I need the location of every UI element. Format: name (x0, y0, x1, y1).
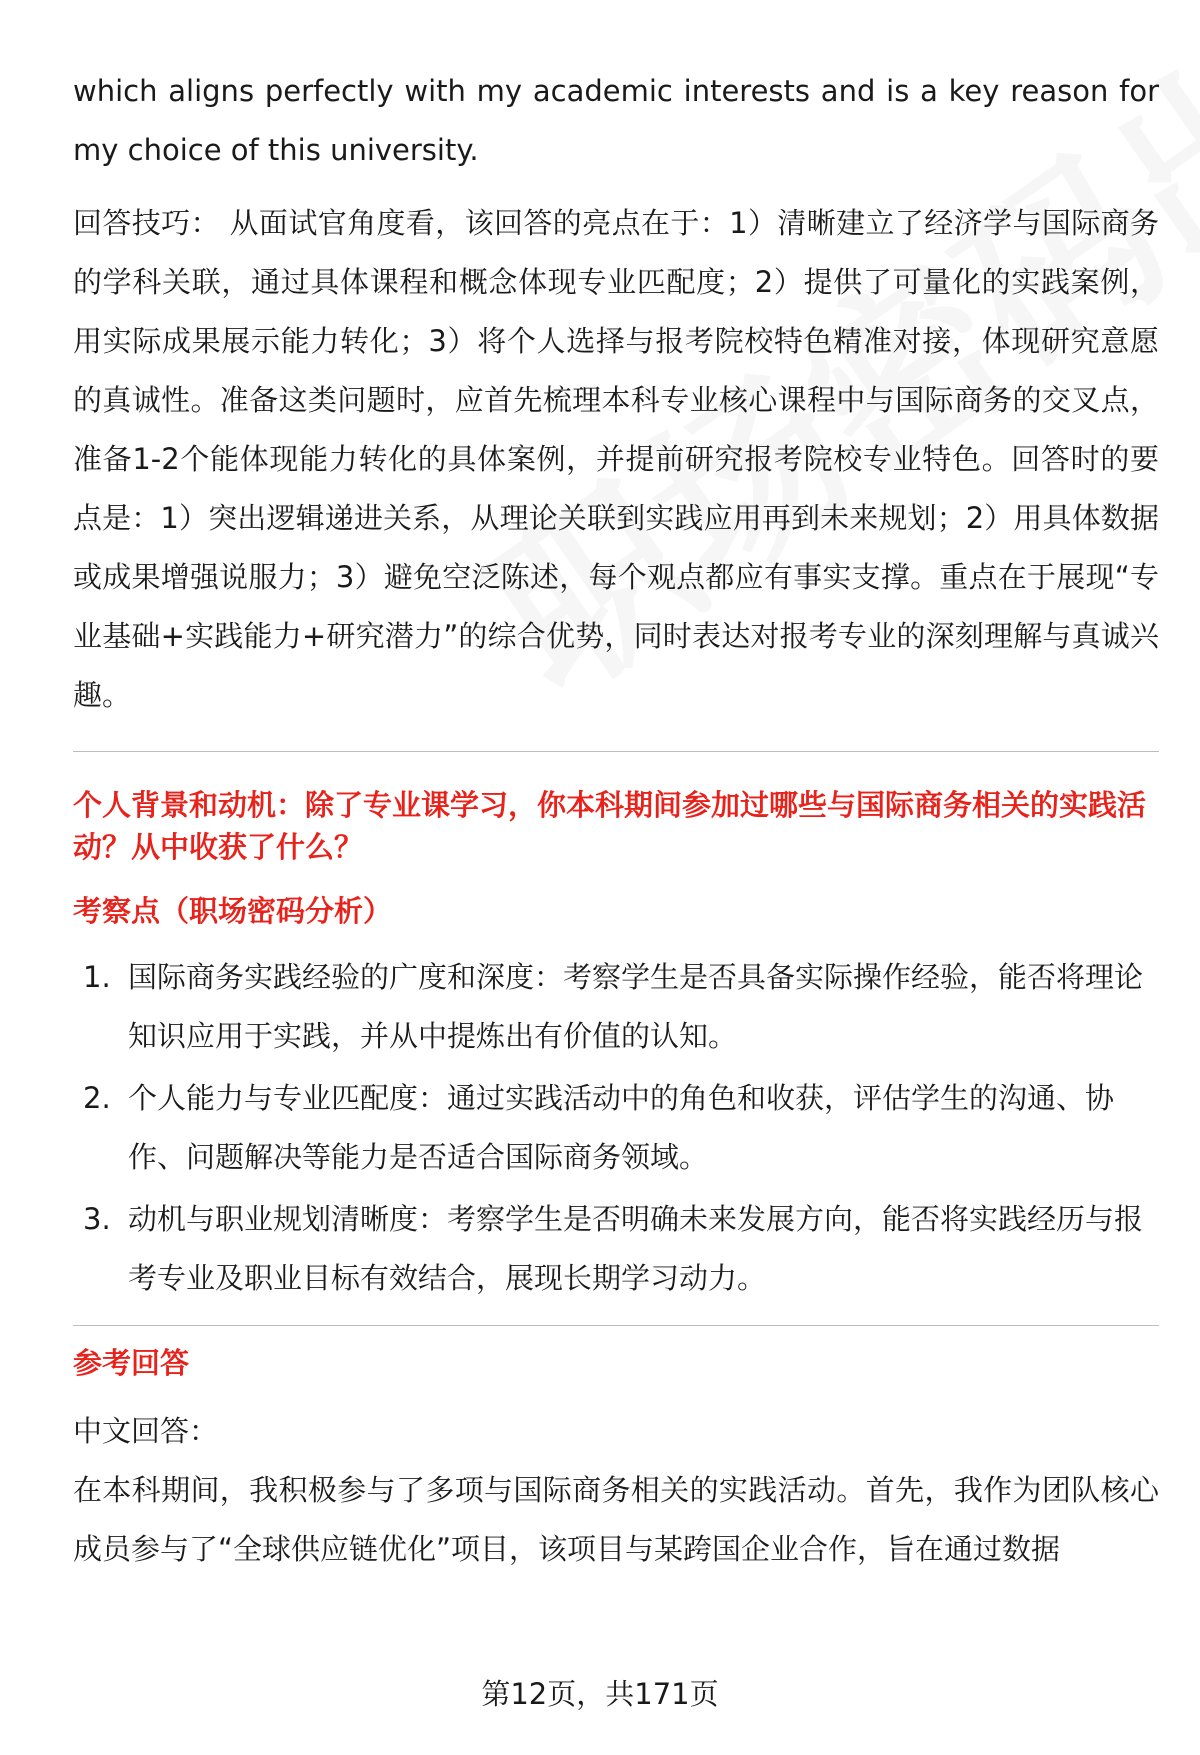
reference-heading: 参考回答 (73, 1346, 190, 1380)
assessment-list (73, 948, 1159, 1308)
list-item (73, 1069, 1159, 1187)
list-text: 国际商务实践经验的广度和深度：考察学生是否具备实际操作经验，能否将理论知识应用于实践，并从中提炼出有价值的认知。 (128, 960, 1144, 1053)
list-text: 个人能力与专业匹配度：通过实践活动中的角色和收获，评估学生的沟通、协作、问题解决等能力是否适合国际商务领域。 (128, 1081, 1115, 1174)
document-page (73, 62, 1159, 1579)
list-item (73, 1190, 1159, 1308)
list-number: 3. (83, 1202, 111, 1236)
question-heading: 个人背景和动机：除了专业课学习，你本科期间参加过哪些与国际商务相关的实践活动？从中收获了什么？ (73, 788, 1147, 864)
intro-paragraph: which aligns perfectly with my academic interests and is a key reason for my choice of this university. (73, 74, 1159, 167)
assessment-heading: 考察点（职场密码分析） (73, 894, 393, 928)
list-item (73, 948, 1159, 1066)
list-text: 动机与职业规划清晰度：考察学生是否明确未来发展方向，能否将实践经历与报考专业及职业目标有效结合，展现长期学习动力。 (128, 1202, 1144, 1295)
chinese-answer-label: 中文回答： (73, 1414, 219, 1448)
page-footer: 第12页，共171页 (481, 1677, 719, 1711)
tips-paragraph: 回答技巧： 从面试官角度看，该回答的亮点在于：1）清晰建立了经济学与国际商务的学科关联，通过具体课程和概念体现专业匹配度；2）提供了可量化的实践案例，用实际成果展示能力转化；3）将个人选择与报考院校特色精准对接，体现研究意愿的真诚性。准备这类问题时，应首先梳理本科专业核心课程中与国际商务的交叉点，准备1-2个能体现能力转化的具体案例，并提前研究报考院校专业特色。回答时的要点是：1）突出逻辑递进关系，从理论关联到实践应用再到未来规划；2）用具体数据或成果增强说服力；3）避免空泛陈述，每个观点都应有事实支撑。重点在于展现“专业基础+实践能力+研究潜力”的综合优势，同时表达对报考专业的深刻理解与真诚兴趣。 (73, 206, 1159, 712)
list-number: 1. (83, 960, 111, 994)
chinese-answer-text: 在本科期间，我积极参与了多项与国际商务相关的实践活动。首先，我作为团队核心成员参与了“全球供应链优化”项目，该项目与某跨国企业合作，旨在通过数据 (73, 1473, 1159, 1566)
list-number: 2. (83, 1081, 111, 1115)
